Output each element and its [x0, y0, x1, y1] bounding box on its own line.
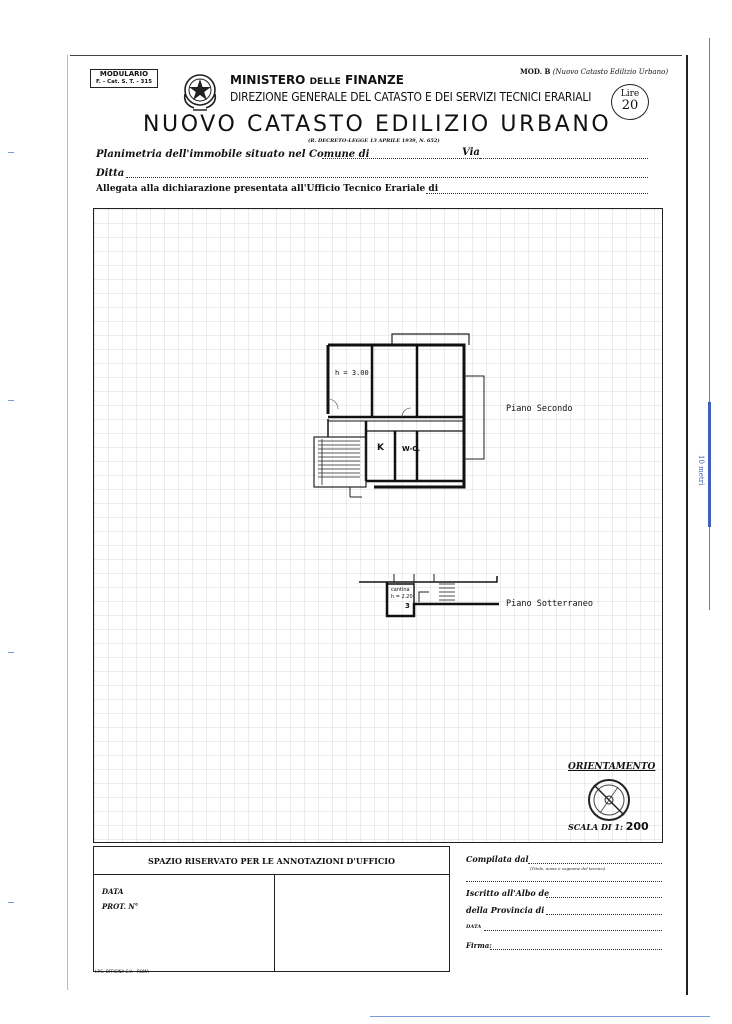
compilata-label: Compilata dal [466, 854, 529, 864]
ministry-label: MINISTERO [230, 73, 306, 87]
ruler-label: 10 metri [697, 455, 705, 486]
form-ditta [96, 168, 648, 182]
data-small-field[interactable] [484, 929, 662, 931]
firma-field[interactable] [490, 948, 662, 950]
iscritto-label: Iscritto all'Albo de [466, 888, 550, 898]
kitchen-label: K [377, 443, 384, 453]
scale-line [568, 820, 649, 833]
cantina-label: cantina [391, 587, 410, 593]
annotations-title: SPAZIO RISERVATO PER LE ANNOTAZIONI D'UFFICIO [148, 856, 395, 866]
iscritto-line [466, 888, 662, 902]
planimetria-label: Planimetria dell'immobile situato nel Comune di [96, 149, 370, 160]
ditta-label: Ditta [96, 168, 125, 179]
mod-b [520, 67, 668, 76]
form-planimetria [96, 149, 648, 163]
left-tick-1 [8, 152, 14, 153]
orientation-label: ORIENTAMENTO [568, 762, 656, 772]
via-label: Via [462, 147, 480, 158]
ministry-delle: DELLE [309, 77, 341, 87]
modulario-label: MODULARIO [99, 70, 149, 78]
firma-line [466, 941, 662, 955]
lire-value: 20 [621, 98, 639, 113]
modulario-code: F. - Cat. S. T. - 315 [95, 79, 153, 85]
drawing-frame [93, 208, 663, 843]
printer-label: I.P.S. OFFICINA C.V. - ROMA [95, 969, 150, 974]
piano-sotterraneo-label: Piano Sotterraneo [506, 599, 593, 609]
ministry-finanze: FINANZE [345, 73, 404, 87]
scale-label: SCALA DI 1: [568, 822, 623, 832]
scale-value: 200 [625, 820, 649, 833]
data-label: DATA [102, 887, 124, 896]
via-field[interactable] [480, 157, 648, 159]
floor-plan-piano-sotterraneo [359, 564, 509, 634]
wc-label: W-C. [402, 445, 421, 453]
ministry-line [230, 73, 404, 87]
data-small-label: DATA [466, 924, 482, 930]
annotations-box [93, 846, 450, 972]
compilata-note: (Titolo, nome e cognome del tecnico) [530, 866, 606, 871]
annotations-divider-v [274, 874, 275, 971]
compass-icon [586, 777, 632, 823]
sheet-right-border [686, 55, 688, 995]
direction-title: DIREZIONE GENERALE DEL CATASTO E DEI SERVIZI TECNICI ERARIALI [230, 89, 592, 104]
ditta-field[interactable] [126, 176, 648, 178]
cantina-number: 3 [405, 602, 410, 610]
main-title: NUOVO CATASTO EDILIZIO URBANO [143, 112, 612, 137]
mod-b-note: (Nuovo Catasto Edilizio Urbano) [552, 68, 669, 76]
piano-secondo-label: Piano Secondo [506, 404, 573, 414]
cantina-height: h = 2.20 [391, 594, 413, 600]
lire-label: Lire [620, 89, 640, 99]
left-tick-3 [8, 652, 14, 653]
compilata-field-2[interactable] [466, 880, 662, 882]
data-small-line [466, 924, 662, 936]
room-height-label: h = 3.00 [335, 369, 369, 377]
compilata-field[interactable] [528, 862, 662, 864]
left-tick-4 [8, 902, 14, 903]
form-allegata [96, 184, 648, 198]
emblem-icon [180, 70, 220, 112]
provincia-field[interactable] [546, 913, 662, 915]
provincia-line [466, 905, 662, 919]
iscritto-field[interactable] [546, 896, 662, 898]
decree: (R. DECRETO-LEGGE 13 APRILE 1939, N. 652) [308, 138, 440, 144]
modulario-box [90, 69, 158, 88]
lire-stamp [611, 84, 649, 120]
annotations-divider-h [94, 874, 449, 875]
provincia-label: della Provincia di [466, 905, 545, 915]
sheet-top-border [70, 55, 682, 56]
allegata-label: Allegata alla dichiarazione presentata all'Ufficio Tecnico Erariale di [96, 184, 439, 194]
ufficio-field[interactable] [426, 192, 648, 194]
mod-b-label: MOD. B [520, 67, 551, 76]
left-tick-2 [8, 400, 14, 401]
sheet-left-border [67, 55, 68, 990]
firma-label: Firma: [466, 941, 492, 950]
bottom-ruler [370, 1016, 710, 1017]
prot-label: PROT. N° [102, 902, 139, 911]
measurement-ruler-segment [708, 402, 711, 527]
